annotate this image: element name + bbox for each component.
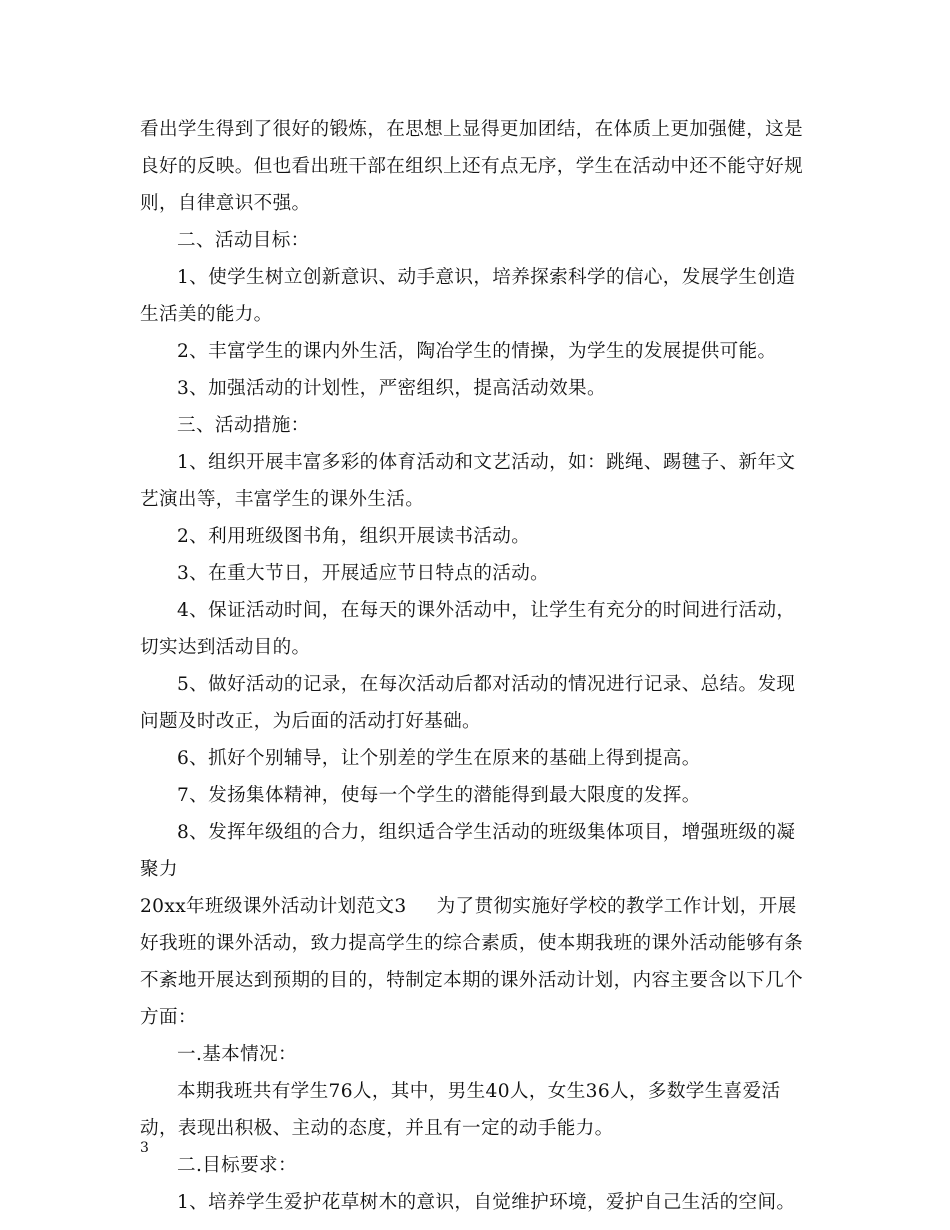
page-number: 3 [140, 1140, 149, 1156]
measure-item-1: 1、组织开展丰富多彩的体育活动和文艺活动，如：跳绳、踢毽子、新年文艺演出等，丰富学生的课外生活。 [140, 452, 796, 510]
goal-item-1: 1、使学生树立创新意识、动手意识，培养探索科学的信心，发展学生创造生活美的能力。 [140, 267, 796, 325]
basic-situation-text: 本期我班共有学生76人，其中，男生40人，女生36人，多数学生喜爱活动，表现出积极、主动的态度，并且有一定的动手能力。 [140, 1081, 781, 1139]
requirement-item-1: 1、培养学生爱护花草树木的意识，自觉维护环境，爱护自己生活的空间。 [177, 1192, 796, 1213]
goal-item-2: 2、丰富学生的课内外生活，陶冶学生的情操，为学生的发展提供可能。 [177, 341, 777, 362]
measure-item-7: 7、发扬集体精神，使每一个学生的潜能得到最大限度的发挥。 [177, 785, 701, 806]
section-intro: 为了贯彻实施好学校的教学工作计划，开展好我班的课外活动，致力提高学生的综合素质，使本期我班的课外活动能够有条不紊地开展达到预期的目的，特制定本期的课外活动计划，内容主要含以下几个方面： [140, 896, 804, 1028]
measure-item-3: 3、在重大节日，开展适应节日特点的活动。 [177, 563, 550, 584]
paragraph-0: 看出学生得到了很好的锻炼，在思想上显得更加团结，在体质上更加强健，这是良好的反映。但也看出班干部在组织上还有点无序，学生在活动中还不能守好规则，自律意识不强。 [140, 119, 804, 214]
section-title: 20xx年班级课外活动计划范文3 [140, 896, 407, 917]
measure-item-4: 4、保证活动时间，在每天的课外活动中，让学生有充分的时间进行活动，切实达到活动目的。 [140, 600, 796, 658]
goal-item-3: 3、加强活动的计划性，严密组织，提高活动效果。 [177, 378, 606, 399]
measure-item-2: 2、利用班级图书角，组织开展读书活动。 [177, 526, 531, 547]
heading-activity-measures: 三、活动措施： [177, 415, 310, 436]
measure-item-5: 5、做好活动的记录，在每次活动后都对活动的情况进行记录、总结。发现问题及时改正，为后面的活动打好基础。 [140, 674, 796, 732]
measure-item-8: 8、发挥年级组的合力，组织适合学生活动的班级集体项目，增强班级的凝聚力 [140, 822, 796, 880]
heading-target-requirements: 二.目标要求： [177, 1155, 297, 1176]
section-paragraph [140, 888, 812, 1036]
measure-item-6: 6、抓好个别辅导，让个别差的学生在原来的基础上得到提高。 [177, 748, 701, 769]
document-body [140, 111, 812, 1221]
heading-basic-situation: 一.基本情况： [177, 1044, 297, 1065]
heading-activity-goals: 二、活动目标： [177, 230, 310, 251]
